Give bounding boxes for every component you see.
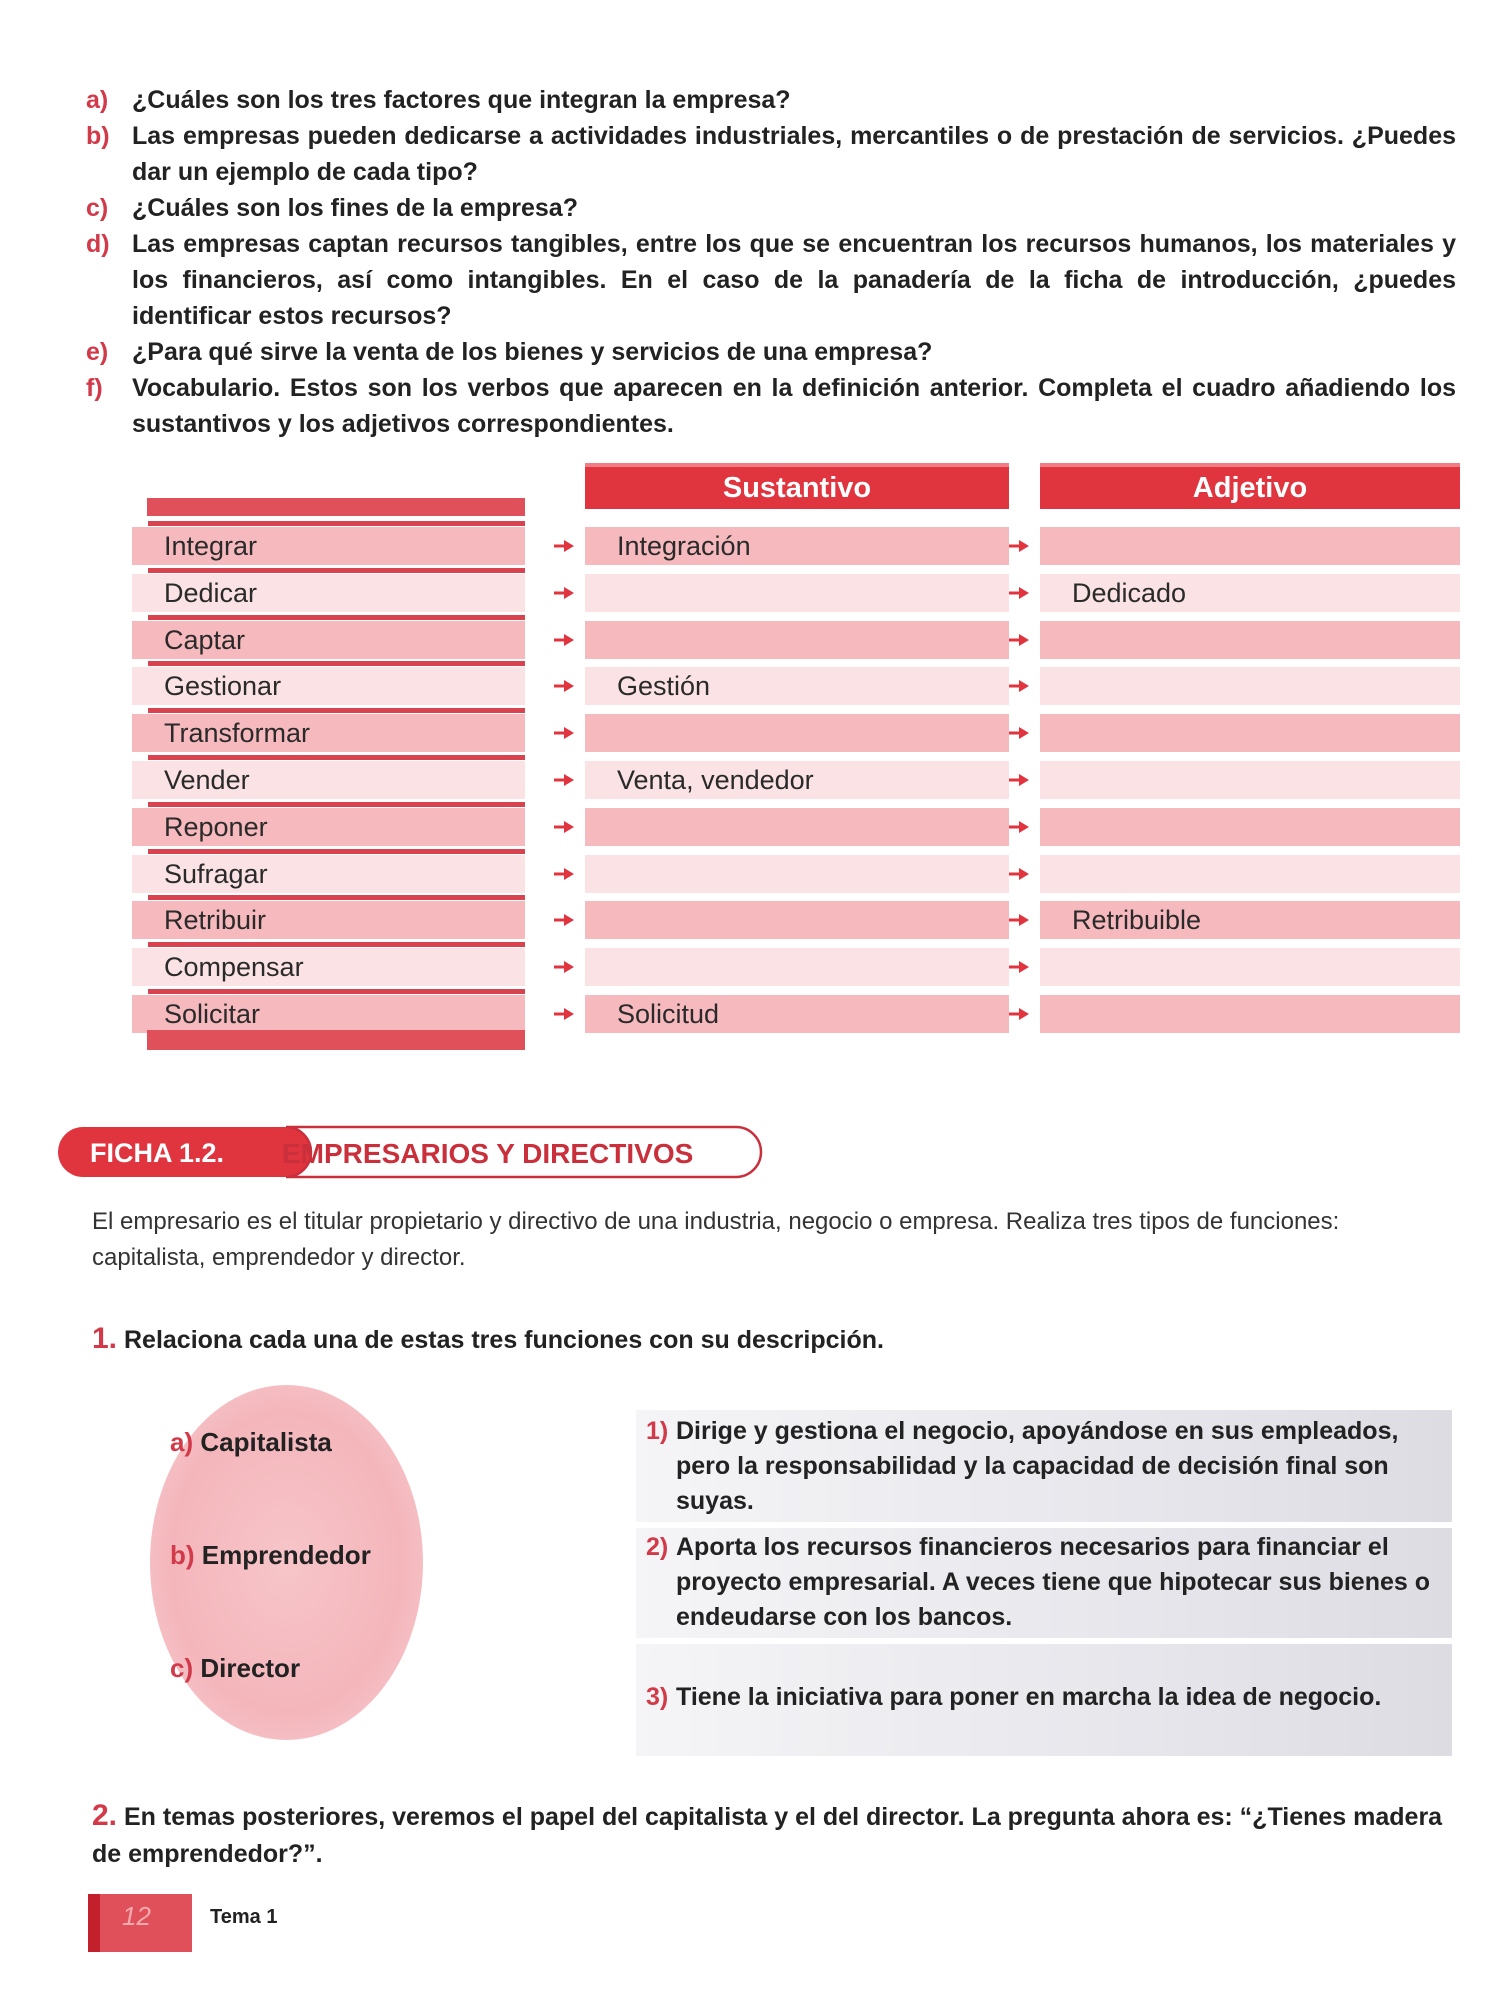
question-letter: d)	[86, 230, 110, 258]
question-e	[86, 334, 1456, 370]
arrow-right-icon	[553, 773, 575, 787]
function-b	[170, 1540, 371, 1571]
header-adjetivo: Adjetivo	[1040, 463, 1460, 509]
noun-cell[interactable]	[585, 574, 1009, 612]
ficha-header	[56, 1125, 766, 1179]
intro-text: El empresario es el titular propietario y directivo de una industria, negocio o empresa. Realiza tres tipos de funciones: capitalista, emprendedor y director.	[92, 1208, 1340, 1271]
description-text: Aporta los recursos financieros necesarios para financiar el proyecto empresarial. A veces tiene que hipotecar sus bienes o endeudarse con los bancos.	[676, 1533, 1430, 1631]
noun-cell[interactable]	[585, 901, 1009, 939]
adjective-cell[interactable]	[1040, 527, 1460, 565]
noun-cell[interactable]	[585, 855, 1009, 893]
arrow-right-icon	[553, 1007, 575, 1021]
description-1	[636, 1414, 1452, 1519]
arrow-right-icon	[1008, 960, 1030, 974]
exercise-1-text: Relaciona cada una de estas tres funciones con su descripción.	[123, 1326, 884, 1354]
adjective-cell[interactable]	[1040, 948, 1460, 986]
table-left-top-bar	[147, 498, 525, 516]
table-left-bottom-bar	[147, 1030, 525, 1050]
arrow-right-icon	[1008, 867, 1030, 881]
description-3	[636, 1680, 1452, 1715]
function-a	[170, 1427, 332, 1458]
description-letter: 1)	[646, 1417, 669, 1445]
exercise-1-number: 1.	[92, 1322, 118, 1355]
arrow-right-icon	[1008, 913, 1030, 927]
arrow-right-icon	[553, 867, 575, 881]
description-2	[636, 1530, 1452, 1635]
ficha-title: EMPRESARIOS Y DIRECTIVOS	[282, 1138, 694, 1169]
adjective-cell[interactable]	[1040, 855, 1460, 893]
function-label: Emprendedor	[201, 1540, 371, 1570]
arrow-right-icon	[1008, 820, 1030, 834]
question-f	[86, 370, 1456, 442]
exercise-2	[92, 1797, 1452, 1873]
noun-cell[interactable]: Gestión	[585, 667, 1009, 705]
noun-cell[interactable]	[585, 621, 1009, 659]
arrow-right-icon	[1008, 726, 1030, 740]
arrow-right-icon	[553, 726, 575, 740]
adjective-cell[interactable]	[1040, 667, 1460, 705]
question-text: ¿Para qué sirve la venta de los bienes y servicios de una empresa?	[132, 338, 933, 366]
adjective-cell[interactable]: Retribuible	[1040, 901, 1460, 939]
adjective-cell[interactable]: Dedicado	[1040, 574, 1460, 612]
verb-cell: Solicitar	[132, 995, 525, 1033]
noun-cell[interactable]	[585, 808, 1009, 846]
question-letter: c)	[86, 194, 109, 222]
arrow-right-icon	[553, 913, 575, 927]
function-letter: b)	[170, 1540, 195, 1570]
verb-cell: Integrar	[132, 527, 525, 565]
question-letter: e)	[86, 338, 109, 366]
function-letter: a)	[170, 1427, 194, 1457]
arrow-right-icon	[1008, 586, 1030, 600]
arrow-right-icon	[553, 820, 575, 834]
verb-cell: Captar	[132, 621, 525, 659]
adjective-cell[interactable]	[1040, 995, 1460, 1033]
verb-cell: Vender	[132, 761, 525, 799]
ficha-label: FICHA 1.2.	[90, 1138, 225, 1168]
description-text: Dirige y gestiona el negocio, apoyándose en sus empleados, pero la responsabilidad y la capacidad de decisión final son suyas.	[676, 1417, 1399, 1515]
noun-cell[interactable]	[585, 714, 1009, 752]
arrow-right-icon	[1008, 1007, 1030, 1021]
arrow-right-icon	[553, 679, 575, 693]
question-text: ¿Cuáles son los fines de la empresa?	[132, 194, 578, 222]
question-letter: f)	[86, 374, 103, 402]
noun-cell[interactable]	[585, 948, 1009, 986]
description-letter: 2)	[646, 1533, 669, 1561]
arrow-right-icon	[1008, 633, 1030, 647]
adjective-cell[interactable]	[1040, 621, 1460, 659]
topic-label: Tema 1	[210, 1906, 278, 1928]
arrow-right-icon	[553, 633, 575, 647]
function-letter: c)	[170, 1653, 194, 1683]
question-c	[86, 190, 1456, 226]
adjective-cell[interactable]	[1040, 808, 1460, 846]
verb-cell: Gestionar	[132, 667, 525, 705]
header-sustantivo: Sustantivo	[585, 463, 1009, 509]
page-number: 12	[122, 1901, 151, 1931]
question-text: Vocabulario. Estos son los verbos que aparecen en la definición anterior. Completa el cuadro añadiendo los sustantivos y los adjetivos correspondientes.	[132, 374, 1456, 438]
question-d	[86, 226, 1456, 334]
description-letter: 3)	[646, 1683, 669, 1711]
arrow-right-icon	[1008, 679, 1030, 693]
arrow-right-icon	[553, 586, 575, 600]
noun-cell[interactable]: Integración	[585, 527, 1009, 565]
function-label: Capitalista	[200, 1427, 332, 1457]
arrow-right-icon	[553, 539, 575, 553]
exercise-2-number: 2.	[92, 1799, 118, 1832]
exercise-1-prompt	[92, 1322, 884, 1356]
noun-cell[interactable]: Solicitud	[585, 995, 1009, 1033]
function-label: Director	[200, 1653, 301, 1683]
function-c	[170, 1653, 300, 1684]
verb-cell: Compensar	[132, 948, 525, 986]
arrow-right-icon	[1008, 773, 1030, 787]
noun-cell[interactable]: Venta, vendedor	[585, 761, 1009, 799]
question-text: Las empresas captan recursos tangibles, entre los que se encuentran los recursos humanos, los materiales y los financieros, así como intangibles. En el caso de la panadería de la ficha de introducción, ¿puedes identificar estos recursos?	[132, 230, 1456, 330]
description-text: Tiene la iniciativa para poner en marcha la idea de negocio.	[676, 1683, 1382, 1711]
exercise-2-text: En temas posteriores, veremos el papel del capitalista y el del director. La pregunta ahora es: “¿Tienes madera de emprendedor?”.	[92, 1803, 1443, 1868]
adjective-cell[interactable]	[1040, 761, 1460, 799]
verb-cell: Dedicar	[132, 574, 525, 612]
adjective-cell[interactable]	[1040, 714, 1460, 752]
verb-cell: Reponer	[132, 808, 525, 846]
question-text: Las empresas pueden dedicarse a actividades industriales, mercantiles o de prestación de servicios. ¿Puedes dar un ejemplo de cada tipo?	[132, 122, 1456, 186]
question-text: ¿Cuáles son los tres factores que integran la empresa?	[132, 86, 791, 114]
question-b	[86, 118, 1456, 190]
verb-cell: Retribuir	[132, 901, 525, 939]
question-letter: a)	[86, 86, 109, 114]
arrow-right-icon	[553, 960, 575, 974]
verb-cell: Transformar	[132, 714, 525, 752]
verb-cell: Sufragar	[132, 855, 525, 893]
question-letter: b)	[86, 122, 110, 150]
arrow-right-icon	[1008, 539, 1030, 553]
question-a	[86, 82, 1456, 118]
